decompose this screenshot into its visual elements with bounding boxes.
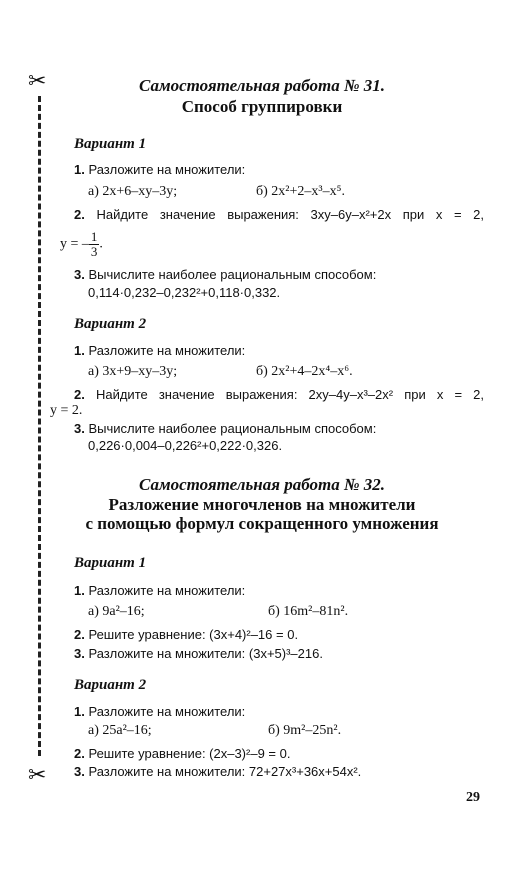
work32-v2-task1: 1. Разложите на множители: (74, 704, 246, 719)
work31-v1-task2-y: y = – $\frac{1}{3}$ . (60, 229, 103, 259)
page-number: 29 (466, 790, 480, 805)
work31-v2-task1b: б) 2x²+4–2x⁴–x⁶. (256, 364, 353, 379)
work32-v2-task1b: б) 9m²–25n². (268, 723, 342, 738)
work32-v2-task1a: а) 25a²–16; (88, 723, 152, 738)
work31-v1-task3: 3. Вычислите наиболее рациональным способом: (74, 267, 377, 282)
work31-v2-task1: 1. Разложите на множители: (74, 343, 246, 358)
work31-subtitle: Способ группировки (181, 97, 343, 116)
work31-v1-task3-expr: 0,114·0,232–0,232²+0,118·0,332. (88, 285, 281, 300)
work32-v1-task1: 1. Разложите на множители: (74, 583, 246, 598)
work32-v1-label: Вариант 1 (74, 555, 147, 571)
work31-v2-task2: 2. Найдите значение выражения: 2xy–4y–x³–2x² при x = 2, (74, 387, 484, 402)
work32-v1-task3: 3. Разложите на множители: (3x+5)³–216. (74, 646, 323, 661)
work31-v1-task1b: б) 2x²+2–x³–x⁵. (256, 184, 345, 199)
work31-v1-task2: 2. Найдите значение выражения: 3xy–6y–x²+2x при x = 2, (74, 207, 484, 222)
work31-v2-label: Вариант 2 (74, 316, 147, 332)
work32-v1-task1a: а) 9a²–16; (88, 604, 145, 619)
work32-subtitle-line1: Разложение многочленов на множители (108, 495, 416, 514)
work31-v2-task3-expr: 0,226·0,004–0,226²+0,222·0,326. (88, 438, 283, 453)
scissors-top-icon: ✂ (28, 68, 47, 93)
work31-v2-task1a: а) 3x+9–xy–3y; (88, 364, 178, 379)
work31-v1-label: Вариант 1 (74, 136, 147, 152)
scissors-bottom-icon: ✂ (28, 762, 47, 787)
work31-title: Самостоятельная работа № 31. (138, 76, 386, 95)
work31-v2-task2-y: y = 2. (50, 403, 83, 418)
work32-title: Самостоятельная работа № 32. (138, 475, 386, 494)
work32-v1-task1b: б) 16m²–81n². (268, 604, 349, 619)
work31-v1-task1a: а) 2x+6–xy–3y; (88, 184, 178, 199)
work32-v2-label: Вариант 2 (74, 677, 147, 693)
work31-v2-task3: 3. Вычислите наиболее рациональным способом: (74, 421, 377, 436)
work32-subtitle-line2: с помощью формул сокращенного умножения (85, 514, 439, 533)
work32-v2-task3: 3. Разложите на множители: 72+27x³+36x+54x². (74, 764, 362, 779)
work32-v1-task2: 2. Решите уравнение: (3x+4)²–16 = 0. (74, 627, 299, 642)
work32-v2-task2: 2. Решите уравнение: (2x–3)²–9 = 0. (74, 746, 291, 761)
work31-v1-task1: 1. Разложите на множители: (74, 162, 246, 177)
cut-line (38, 96, 41, 756)
